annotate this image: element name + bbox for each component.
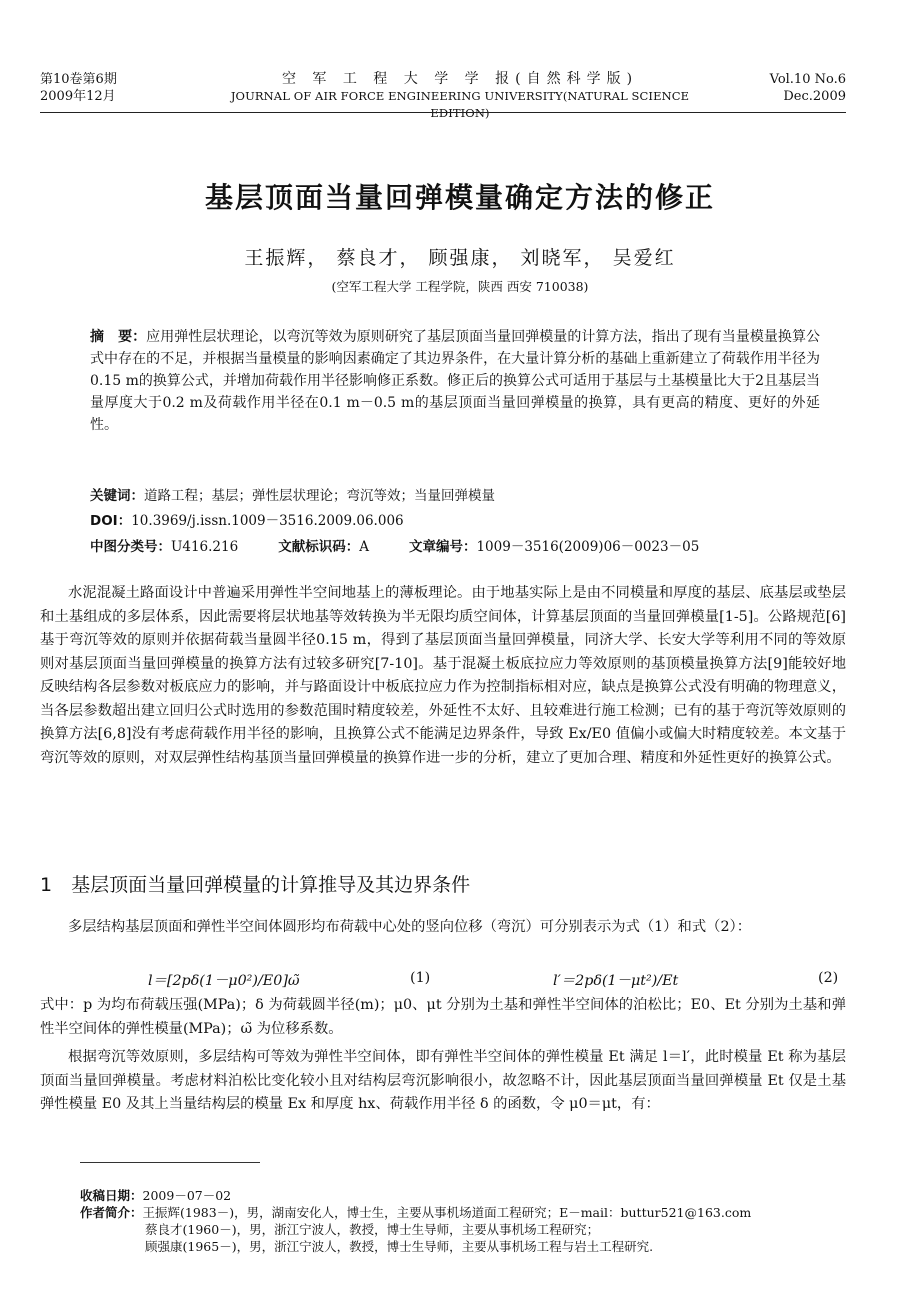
- author-bio-3: 顾强康(1965－)，男，浙江宁波人，教授，博士生导师，主要从事机场工程与岩土工程研究.: [145, 1239, 654, 1254]
- header-right: [770, 71, 846, 105]
- doi-text: 10.3969/j.issn.1009－3516.2009.06.006: [131, 513, 404, 529]
- journal-title-cn: 空 军 工 程 大 学 学 报(自然科学版): [281, 71, 639, 87]
- bio-1-text: 王振辉(1983－)，男，湖南安化人，博士生，主要从事机场道面工程研究；E－mail：buttur521@163.com: [142, 1205, 752, 1220]
- received-date: [80, 1187, 860, 1204]
- doc-code-label: 文献标识码：: [278, 539, 360, 555]
- classification-line: [90, 537, 820, 557]
- equation-2: l′＝2pδ(1－μt²)/Et: [553, 973, 679, 989]
- equivalence-paragraph: 根据弯沉等效原则，多层结构可等效为弹性半空间体，即有弹性半空间体的弹性模量 Et 满足 l＝l′，此时模量 Et 称为基层顶面当量回弹模量。考虑材料泊松比变化较小且对结构层弯沉影响很小，故忽略不计，因此基层顶面当量回弹模量 Et 仅是土基弹性模量 E0 及其上当量结构层的模量 Ex 和厚度 hx、荷载作用半径 δ 的函数，令 μ0＝μt，有：: [40, 1049, 846, 1112]
- article-no-label: 文章编号：: [408, 539, 477, 555]
- doc-code-value: A: [359, 539, 369, 555]
- received-value: 2009－07－02: [142, 1188, 232, 1203]
- keywords-text: 道路工程；基层；弹性层状理论；弯沉等效；当量回弹模量: [144, 488, 495, 504]
- abstract: [90, 326, 820, 436]
- section-heading-1: 1 基层顶面当量回弹模量的计算推导及其边界条件: [40, 874, 471, 896]
- author-list: 王振辉， 蔡良才， 顾强康， 刘晓军， 吴爱红: [244, 247, 676, 269]
- keywords-label: 关键词：: [90, 488, 144, 504]
- equation-1: l＝[2pδ(1－μ0²)/E0]ω̃: [148, 973, 300, 989]
- deflection-paragraph: 多层结构基层顶面和弹性半空间体圆形均布荷载中心处的竖向位移（弯沉）可分别表示为式（1）和式（2）：: [68, 919, 751, 935]
- header-left: [40, 71, 117, 105]
- article-no-value: 1009－3516(2009)06－0023－05: [476, 539, 700, 555]
- doi-label: DOI：: [90, 513, 132, 529]
- volume-issue-cn: 第10卷第6期: [40, 72, 117, 87]
- clc-value: U416.216: [171, 539, 239, 555]
- received-label: 收稿日期：: [80, 1188, 143, 1203]
- symbol-definition-paragraph: 式中：p 为均布荷载压强(MPa)；δ 为荷载圆半径(m)；μ0、μt 分别为土基和弹性半空间体的泊松比；E0、Et 分别为土基和弹性半空间体的弹性模量(MPa)；ω̃ 为位移系数。: [40, 997, 846, 1037]
- journal-title-en: JOURNAL OF AIR FORCE ENGINEERING UNIVERSITY(NATURAL SCIENCE EDITION): [230, 89, 690, 120]
- author-bio-1: [80, 1204, 860, 1221]
- volume-issue-en: Vol.10 No.6: [769, 72, 846, 87]
- intro-paragraph: 水泥混凝土路面设计中普遍采用弹性半空间地基上的薄板理论。由于地基实际上是由不同模量和厚度的基层、底基层或垫层和土基组成的多层体系，因此需要将层状地基等效转换为半无限均质空间体，计算基层顶面的当量回弹模量[1-5]。公路规范[6]基于弯沉等效的原则并依据荷载当量圆半径0.15 m，得到了基层顶面当量回弹模量，同济大学、长安大学等利用不同的等效原则对基层顶面当量回弹模量的换算方法有过较多研究[7-10]。基于混凝土板底拉应力等效原则的基顶模量换算方法[9]能较好地反映结构各层参数对板底应力的影响，并与路面设计中板底拉应力作为控制指标相对应，缺点是换算公式没有明确的物理意义，当各层参数超出建立回归公式时选用的参数范围时精度较差，外延性不太好、且较难进行施工检测；已有的基于弯沉等效原则的换算方法[6,8]没有考虑荷载作用半径的影响，且换算公式不能满足边界条件，导致 Ex/E0 值偏小或偏大时精度较差。本文基于弯沉等效的原则，对双层弹性结构基顶当量回弹模量的换算作进一步的分析，建立了更加合理、精度和外延性更好的换算公式。: [40, 585, 846, 766]
- date-cn: 2009年12月: [40, 89, 116, 104]
- footnote-divider: [80, 1162, 260, 1163]
- doi: [90, 511, 820, 531]
- abstract-text: 应用弹性层状理论，以弯沉等效为原则研究了基层顶面当量回弹模量的计算方法，指出了现有当量模量换算公式中存在的不足，并根据当量模量的影响因素确定了其边界条件，在大量计算分析的基础上重新建立了荷载作用半径为0.15 m的换算公式，并增加荷载作用半径影响修正系数。修正后的换算公式可适用于基层与土基模量比大于2且基层当量厚度大于0.2 m及荷载作用半径在0.1 m－0.5 m的基层顶面当量回弹模量的换算，具有更高的精度、更好的外延性。: [90, 329, 821, 433]
- paper-title: 基层顶面当量回弹模量确定方法的修正: [204, 181, 715, 214]
- affiliation: (空军工程大学 工程学院，陕西 西安 710038): [331, 279, 589, 294]
- header-divider: [40, 112, 846, 113]
- abstract-label: 摘 要：: [90, 329, 147, 345]
- author-bio-2: 蔡良才(1960－)，男，浙江宁波人，教授，博士生导师，主要从事机场工程研究；: [145, 1222, 600, 1237]
- keywords: [90, 486, 820, 506]
- equation-2-number: (2): [818, 970, 839, 986]
- bio-label: 作者简介：: [80, 1205, 143, 1220]
- date-en: Dec.2009: [783, 89, 846, 104]
- equation-1-number: (1): [410, 970, 431, 986]
- header-center: [200, 71, 720, 122]
- clc-label: 中图分类号：: [90, 539, 171, 555]
